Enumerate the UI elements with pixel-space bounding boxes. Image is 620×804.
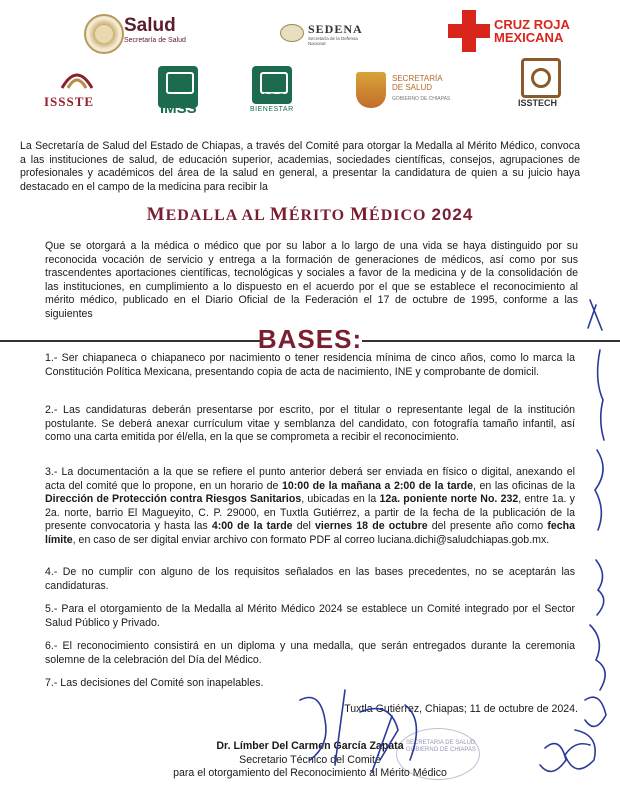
stamp-line1: SECRETARÍA DE SALUD <box>406 740 476 746</box>
imss-bienestar-logo-subtitle: BIENESTAR <box>250 106 294 113</box>
base-3-text: , ubicadas en la <box>301 493 380 506</box>
sedena-logo-title: SEDENA <box>308 22 363 36</box>
description-paragraph: Que se otorgará a la médica o médico que por su labor a lo largo de una vida se haya distinguido por su reconocida vocación de servicio y entrega a la formación de generaciones de médicos, así como por sus trascendentes aportaciones científicas, tecnológicas y sociales a favor de la medicina y de la consolidación de las instituciones, en cumplimiento a lo dispuesto en el acuerdo por el que se establece el reconocimiento al mérito médico, publicado en el Diario Oficial de la Federación el 17 de octubre de 1995, conforme a las siguientes <box>45 240 578 320</box>
signatory-role: para el otorgamiento del Reconocimiento al Mérito Médico <box>173 767 447 779</box>
salud-logo-title: Salud <box>124 15 176 36</box>
isstech-logo-title: ISSTECH <box>518 98 558 108</box>
imss-logo-title: IMSS <box>160 100 197 117</box>
title-year: 2024 <box>431 205 474 224</box>
title-part: EDALLA AL <box>165 207 270 224</box>
chiapas-line1: SECRETARÍA <box>392 74 443 83</box>
stamp-line2: GOBIERNO DE CHIAPAS <box>406 747 476 753</box>
signatory-name: Dr. Límber Del Carmen García Zapata <box>216 740 404 752</box>
base-3-bold: 12a. poniente norte No. 232 <box>379 493 519 506</box>
base-item-4: 4.- De no cumplir con alguno de los requisitos señalados en las bases precedentes, no se aceptarán las candidaturas. <box>45 566 575 592</box>
title-part: M <box>269 204 289 225</box>
intro-paragraph: La Secretaría de Salud del Estado de Chiapas, a través del Comité para otorgar la Medalla al Mérito Médico, convoca a las instituciones de salud, de educación superior, academias, sociedades científicas, consejos, agrupaciones de profesionales y académicos del área de la salud en general, a presentar la candidatura de quien a su juicio haya destacado en el campo de la medicina para recibir la <box>20 140 580 193</box>
chiapas-logo-subtitle: GOBIERNO DE CHIAPAS <box>392 96 451 102</box>
signatory-position: Secretario Técnico del Comité <box>239 754 381 766</box>
sedena-logo-subtitle: Secretaría de la Defensa Nacional <box>308 36 358 46</box>
base-3-text: , entre 1a. y 2a. norte, barrio El Magueyito, C. P. 29000, en Tuxtla Gutiérrez, a partir de la fecha de la publicación de la presente convocatoria y hasta las <box>45 493 575 533</box>
base-item-1: 1.- Ser chiapaneca o chiapaneco por nacimiento o tener residencia mínima de cinco años, como lo marca la Constitución Política Mexicana, presentando copia de acta de nacimiento, INE y comprobante de domicil. <box>45 352 575 378</box>
base-3-bold: 4:00 de la tarde <box>211 520 293 533</box>
base-3-text: , en caso de ser digital enviar archivo con formato PDF al correo luciana.dichi@saludchiapas.gob.mx. <box>72 533 550 546</box>
base-item-2: 2.- Las candidaturas deberán presentarse por escrito, por el titular o representante legal de la institución postulante. Se deberá anexar currículum vitae y semblanza del candidato, con fotografía tamaño infantil, así como una carta emitida por él/ella, en la que se comprometa a recibir el reconocimiento. <box>45 404 575 444</box>
base-3-text: del <box>292 520 316 533</box>
signature-stroke <box>590 625 605 690</box>
signature-stroke <box>595 450 603 530</box>
cruz-roja-line2: MEXICANA <box>494 30 564 45</box>
base-item-7: 7.- Las decisiones del Comité son inapelables. <box>45 677 264 689</box>
base-3-text: 3.- La documentación a la que se refiere el punto anterior deberá ser enviada en físico o digital, anexando el acta del comité que lo propone, en un horario de <box>45 466 575 492</box>
base-3-bold: 10:00 de la mañana a 2:00 de la tarde <box>282 479 473 492</box>
signature-stroke <box>585 697 606 726</box>
signature-stroke <box>360 709 398 772</box>
signature-stroke <box>300 698 326 761</box>
signature-stroke <box>335 690 345 765</box>
base-3-text: del presente año como <box>427 520 548 533</box>
signature-stroke <box>540 744 566 772</box>
base-3-bold: viernes 18 de octubre <box>315 520 428 533</box>
imss-bienestar-logo-title: IMSS <box>252 90 287 106</box>
signature-stroke <box>588 300 602 330</box>
place-date: Tuxtla Gutiérrez, Chiapas; 11 de octubre de 2024. <box>344 703 578 715</box>
base-item-6: 6.- El reconocimiento consistirá en un diploma y una medalla, que serán entregados durante la ceremonia solemne de la celebración del Día del Médico. <box>45 640 575 666</box>
issste-logo-title: ISSSTE <box>44 94 95 109</box>
signature-stroke <box>565 730 595 769</box>
signature-stroke <box>598 350 604 440</box>
base-3-bold: Dirección de Protección contra Riesgos Sanitarios <box>45 493 302 506</box>
title-part: M <box>350 204 370 225</box>
title-part: M <box>146 204 166 225</box>
salud-logo-subtitle: Secretaría de Salud <box>124 37 186 44</box>
signature-stroke <box>596 560 604 615</box>
base-3-text: , en las oficinas de la <box>472 479 575 492</box>
cruz-roja-line1: CRUZ ROJA <box>494 17 570 32</box>
chiapas-line2: DE SALUD <box>392 83 433 92</box>
base-item-5: 5.- Para el otorgamiento de la Medalla al Mérito Médico 2024 se establece un Comité integrado por el Sector Salud Público y Privado. <box>45 603 575 629</box>
bases-heading: BASES: <box>257 324 363 354</box>
signature-stroke <box>405 705 416 760</box>
base-3-bold: fecha límite <box>45 520 575 546</box>
title-part: ÉDICO <box>369 207 432 224</box>
title-part: ÉRITO <box>288 207 351 224</box>
